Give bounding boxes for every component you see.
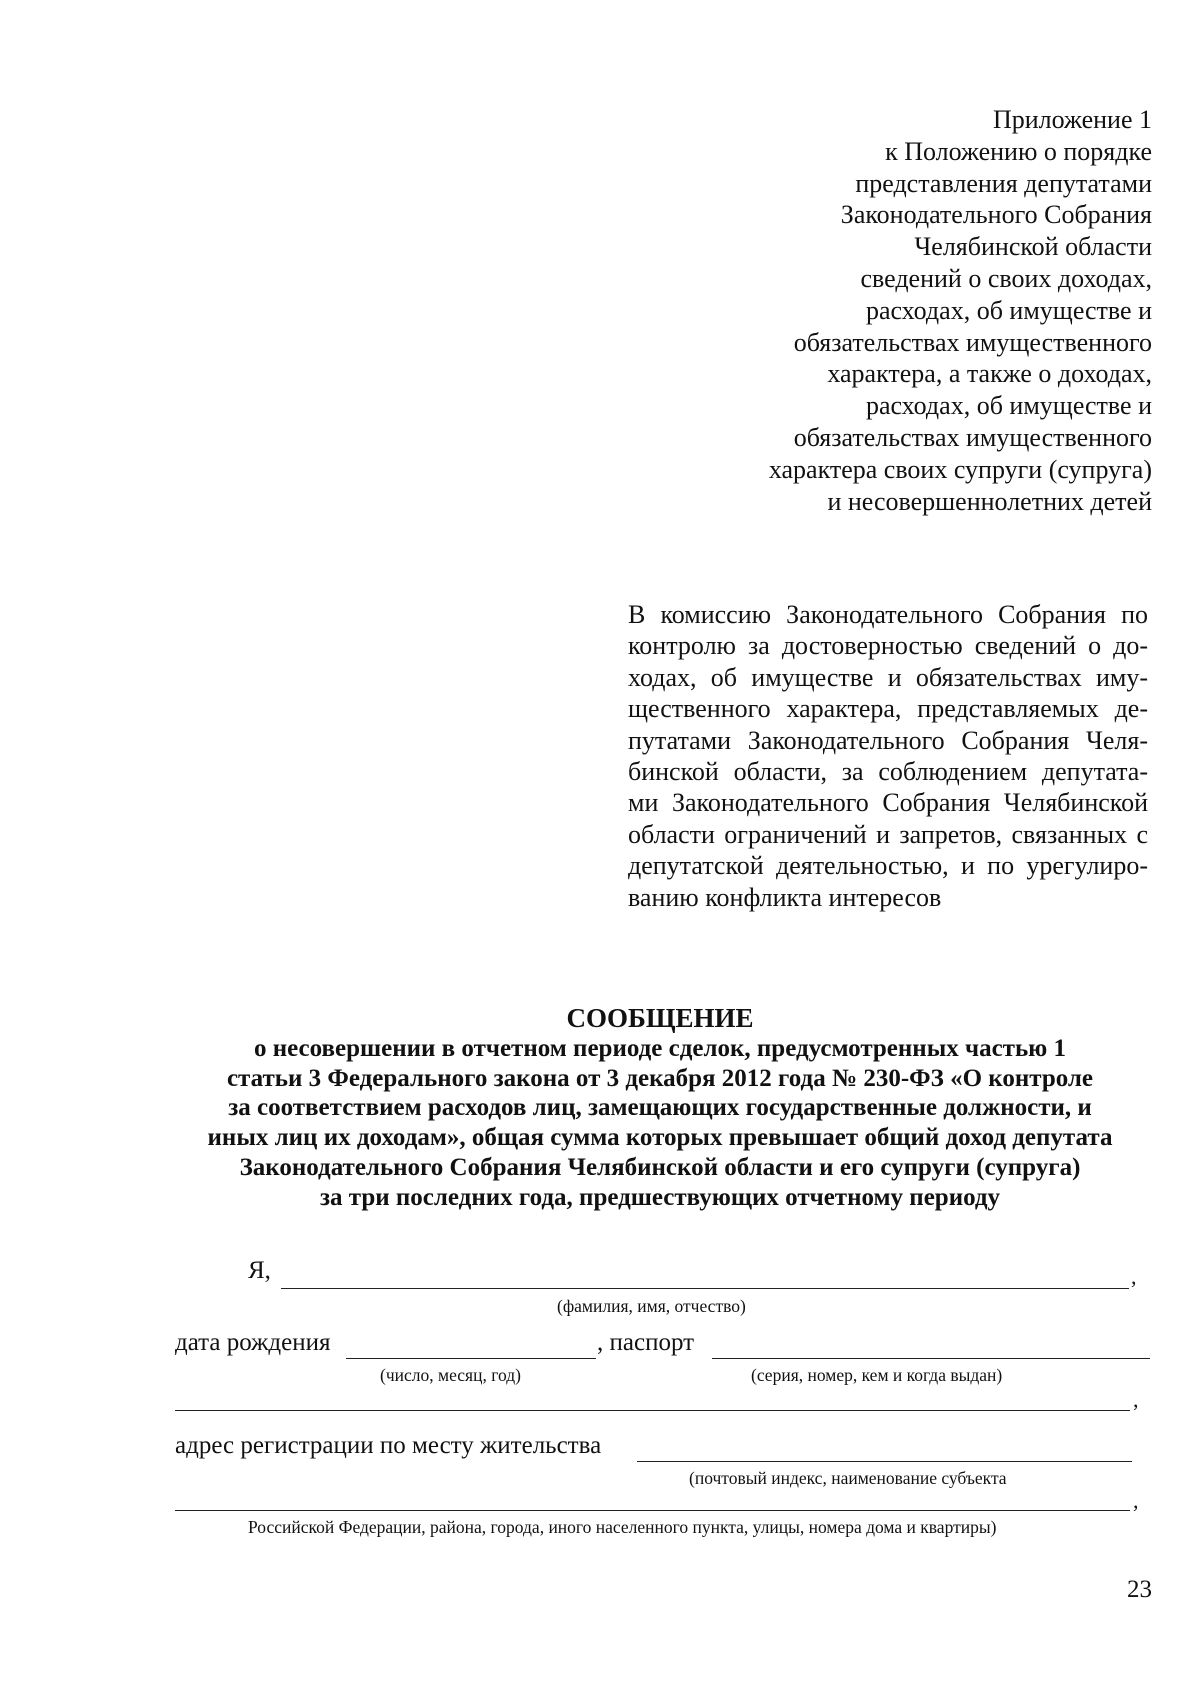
appendix-line: сведений о своих доходах, — [860, 263, 1152, 293]
title-line: о несовершении в отчетном периоде сделок, предусмотренных частью 1 — [253, 1034, 1067, 1062]
passport-caption: (серия, номер, кем и когда выдан) — [751, 1365, 1003, 1385]
i-label: Я, — [248, 1257, 271, 1284]
page-number: 23 — [1127, 1576, 1152, 1603]
title-line: статьи 3 Федерального закона от 3 декабря 2012 года № 230-ФЗ «О контроле — [226, 1064, 1094, 1092]
appendix-line: Челябинской области — [914, 232, 1152, 262]
addressee-block — [628, 599, 1148, 913]
fio-field[interactable] — [281, 1288, 1129, 1289]
addressee-line: контролю за достоверностью сведений о до- — [628, 631, 1148, 661]
passport-field[interactable] — [712, 1358, 1150, 1359]
title-line: иных лиц их доходам», общая сумма которых превышает общий доход депутата — [207, 1124, 1113, 1152]
appendix-line: к Положению о порядке — [885, 136, 1152, 166]
addressee-line: ми Законодательного Собрания Челябинской — [628, 788, 1148, 818]
fio-caption: (фамилия, имя, отчество) — [557, 1296, 746, 1316]
appendix-line: Приложение 1 — [992, 105, 1152, 134]
address-comma: , — [1133, 1488, 1139, 1513]
addressee-line: депутатской деятельностью, и по урегулиро- — [628, 851, 1148, 881]
title-line: за три последних года, предшествующих отчетному периоду — [319, 1183, 1001, 1211]
passport-comma: , — [1133, 1387, 1139, 1412]
addressee-line: щественного характера, представляемых де- — [628, 694, 1148, 724]
passport-label: , паспорт — [597, 1329, 695, 1356]
appendix-line: обязательствах имущественного — [793, 422, 1152, 452]
addressee-line: путатами Законодательного Собрания Челя- — [628, 725, 1148, 755]
addressee-line: бинской области, за соблюдением депутата- — [628, 757, 1148, 787]
title-line: за соответствием расходов лиц, замещающих государственные должности, и — [228, 1094, 1092, 1122]
appendix-line: и несовершеннолетних детей — [827, 486, 1152, 516]
appendix-line: обязательствах имущественного — [793, 327, 1152, 357]
appendix-line: характера своих супруги (супруга) — [768, 454, 1152, 484]
appendix-line: Законодательного Собрания — [840, 200, 1152, 230]
birth-date-field[interactable] — [346, 1358, 596, 1359]
appendix-line: характера, а также о доходах, — [827, 359, 1152, 389]
appendix-line: расходах, об имуществе и — [865, 295, 1152, 325]
address-field-continuation[interactable] — [175, 1510, 1130, 1511]
address-caption-1: (почтовый индекс, наименование субъекта — [689, 1468, 1007, 1488]
addressee-line: области ограничений и запретов, связанных с — [628, 819, 1148, 849]
appendix-line: представления депутатами — [855, 168, 1152, 198]
addressee-line: ходах, об имуществе и обязательствах иму- — [628, 662, 1148, 692]
addressee-line: В комиссию Законодательного Собрания по — [628, 600, 1148, 629]
document-title — [0, 1004, 1200, 1213]
address-caption-2: Российской Федерации, района, города, иного населенного пункта, улицы, номера дома и квартиры) — [248, 1517, 997, 1537]
birth-label: дата рождения — [175, 1329, 331, 1356]
title-heading: СООБЩЕНИЕ — [566, 1003, 754, 1033]
appendix-line: расходах, об имуществе и — [865, 391, 1152, 421]
address-label: адрес регистрации по месту жительства — [175, 1432, 602, 1459]
passport-field-continuation[interactable] — [175, 1410, 1130, 1411]
fio-comma: , — [1131, 1264, 1137, 1289]
addressee-line: ванию конфликта интересов — [628, 882, 942, 912]
birth-caption: (число, месяц, год) — [380, 1365, 521, 1385]
appendix-header — [592, 104, 1152, 517]
title-line: Законодательного Собрания Челябинской области и его супруги (супруга) — [239, 1153, 1081, 1181]
address-field[interactable] — [637, 1461, 1132, 1462]
